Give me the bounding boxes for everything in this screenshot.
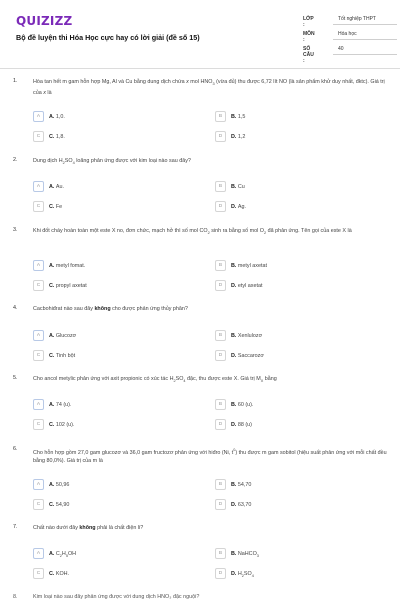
option-label: A. $C_2H_5OH$ <box>49 550 77 558</box>
option-letter-box: B <box>215 181 226 192</box>
question-text: Cho ancol metylic phản ứng với axit propionic có xúc tác $H_2SO_4$ đặc, thu được este X. Giá trị $M_X$ bằng <box>33 376 277 384</box>
question-number: 2. <box>13 157 18 163</box>
question-number: 1. <box>13 78 18 84</box>
option-a[interactable] <box>33 111 193 122</box>
option-letter-box: C <box>33 280 44 291</box>
option-label: A. Au. <box>49 183 64 190</box>
option-label: B. 60 (u). <box>231 401 254 408</box>
header-divider <box>0 68 400 69</box>
option-label: D. $H_2SO_4$ <box>231 570 254 578</box>
option-d[interactable] <box>215 499 375 510</box>
option-letter-box: B <box>215 548 226 559</box>
option-letter-box: B <box>215 479 226 490</box>
option-b[interactable] <box>215 111 375 122</box>
option-label: A. Glucozơ <box>49 332 77 339</box>
option-letter-box: B <box>215 111 226 122</box>
question-number: 8. <box>13 594 18 600</box>
option-letter-box: D <box>215 419 226 430</box>
page-title: Bộ đề luyện thi Hóa Học cực hay có lời giải (đề số 15) <box>16 33 200 42</box>
option-label: B. NaHCO$_3$ <box>231 550 259 558</box>
question-text: Khi đốt cháy hoàn toàn một este X no, đơn chức, mạch hở thì số mol $CO_2$ sinh ra bằng số mol $O_2$ đã phản ứng. Tên gọi của este X là <box>33 228 352 236</box>
question-number: 5. <box>13 375 18 381</box>
option-a[interactable] <box>33 181 193 192</box>
option-b[interactable] <box>215 181 375 192</box>
question-text: Dung dịch $H_2SO_4$ loãng phản ứng được với kim loại nào sau đây? <box>33 158 191 166</box>
option-d[interactable] <box>215 568 375 579</box>
option-a[interactable] <box>33 330 193 341</box>
option-label: C. 1,8. <box>49 133 65 140</box>
question-text: Chất nào dưới đây không phải là chất điện li? <box>33 525 144 531</box>
option-letter-box: B <box>215 399 226 410</box>
option-c[interactable] <box>33 499 193 510</box>
option-letter-box: B <box>215 330 226 341</box>
option-a[interactable] <box>33 548 193 559</box>
option-letter-box: A <box>33 260 44 271</box>
meta-class-key: LỚP : <box>303 16 314 28</box>
meta-divider <box>333 24 397 25</box>
option-letter-box: C <box>33 201 44 212</box>
question-text: Hòa tan hết m gam hỗn hợp Mg, Al và Cu bằng dung dịch chứa x mol $HNO_3$ (vừa đủ) thu được 6,72 lít NO (là sản phẩm khử duy nhất, đktc). Giá trị của x là <box>33 79 385 96</box>
option-label: D. Saccarozơ <box>231 352 264 359</box>
option-letter-box: D <box>215 499 226 510</box>
option-label: C. 54,90 <box>49 501 70 508</box>
option-b[interactable] <box>215 260 375 271</box>
meta-divider <box>333 54 397 55</box>
option-label: D. 88 (u) <box>231 421 252 428</box>
question-number: 7. <box>13 524 18 530</box>
option-label: A. metyl fomat. <box>49 262 86 269</box>
option-letter-box: C <box>33 131 44 142</box>
option-b[interactable] <box>215 479 375 490</box>
option-letter-box: D <box>215 201 226 212</box>
meta-count-key: SỐ CÂU : <box>303 46 314 64</box>
option-letter-box: A <box>33 399 44 410</box>
option-letter-box: C <box>33 350 44 361</box>
option-label: D. Ag. <box>231 203 246 210</box>
option-label: C. 102 (u). <box>49 421 75 428</box>
option-letter-box: B <box>215 260 226 271</box>
option-label: D. 63,70 <box>231 501 252 508</box>
option-letter-box: A <box>33 330 44 341</box>
meta-divider <box>333 39 397 40</box>
option-label: B. metyl axetat <box>231 262 267 269</box>
option-letter-box: A <box>33 479 44 490</box>
option-label: C. Tinh bột <box>49 352 76 359</box>
option-label: B. 1,5 <box>231 113 246 120</box>
option-letter-box: A <box>33 111 44 122</box>
meta-subject-key: MÔN : <box>303 31 315 43</box>
meta-count-value: 40 <box>338 46 344 52</box>
option-d[interactable] <box>215 419 375 430</box>
option-d[interactable] <box>215 280 375 291</box>
option-d[interactable] <box>215 201 375 212</box>
question-text: Cacbohiđrat nào sau đây không cho được phản ứng thủy phân? <box>33 306 188 312</box>
option-label: B. Xenlulozơ <box>231 332 263 339</box>
option-c[interactable] <box>33 350 193 361</box>
question-text: Cho hỗn hợp gồm 27,0 gam glucozơ và 36,0 gam fructozơ phản ứng với hiđro (Ni, $t^0$) thu được m gam sobitol (hiệu suất phản ứng với mỗi chất đều bằng 80,0%). Giá trị của m là <box>33 448 387 465</box>
option-label: A. 74 (u). <box>49 401 72 408</box>
option-b[interactable] <box>215 330 375 341</box>
question-number: 6. <box>13 446 18 452</box>
option-letter-box: D <box>215 568 226 579</box>
option-c[interactable] <box>33 568 193 579</box>
option-letter-box: D <box>215 131 226 142</box>
option-letter-box: C <box>33 499 44 510</box>
option-letter-box: A <box>33 181 44 192</box>
option-letter-box: D <box>215 350 226 361</box>
question-text: Kim loại nào sau đây phản ứng được với dung dịch HNO₃ đặc nguội? <box>33 594 200 600</box>
meta-class-value: Tốt nghiệp THPT <box>338 16 376 22</box>
question-number: 4. <box>13 305 18 311</box>
option-c[interactable] <box>33 131 193 142</box>
option-letter-box: C <box>33 568 44 579</box>
option-label: A. 50,96 <box>49 481 70 488</box>
option-letter-box: C <box>33 419 44 430</box>
option-a[interactable] <box>33 260 193 271</box>
option-c[interactable] <box>33 419 193 430</box>
option-c[interactable] <box>33 201 193 212</box>
option-a[interactable] <box>33 399 193 410</box>
option-a[interactable] <box>33 479 193 490</box>
option-d[interactable] <box>215 131 375 142</box>
meta-subject-value: Hóa học <box>338 31 357 37</box>
option-label: C. propyl axetat <box>49 282 87 289</box>
option-letter-box: A <box>33 548 44 559</box>
option-label: A. 1,0. <box>49 113 65 120</box>
option-d[interactable] <box>215 350 375 361</box>
option-label: B. Cu <box>231 183 245 190</box>
option-b[interactable] <box>215 548 375 559</box>
option-label: B. 54,70 <box>231 481 252 488</box>
option-label: C. KOH. <box>49 570 70 577</box>
option-label: D. etyl axetat <box>231 282 263 289</box>
option-label: C. Fe <box>49 203 63 210</box>
question-number: 3. <box>13 227 18 233</box>
header <box>0 0 400 68</box>
option-label: D. 1,2 <box>231 133 246 140</box>
option-letter-box: D <box>215 280 226 291</box>
option-b[interactable] <box>215 399 375 410</box>
option-c[interactable] <box>33 280 193 291</box>
quizizz-logo: QUIZIZZ <box>16 14 73 28</box>
